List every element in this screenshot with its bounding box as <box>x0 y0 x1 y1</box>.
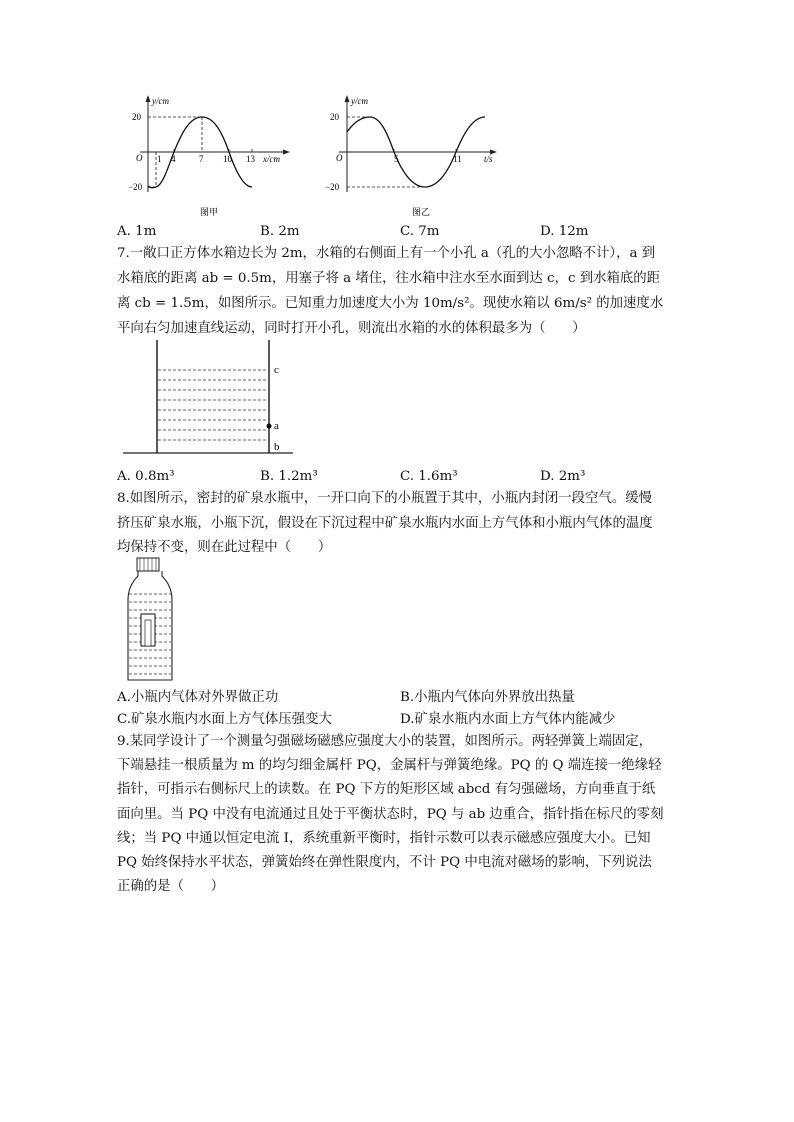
q7-option-c[interactable]: C. 1.6m³ <box>400 469 458 484</box>
q8-text-line-1: 8.如图所示，密封的矿泉水瓶中，一开口向下的小瓶置于其中，小瓶内封闭一段空气。缓慢 <box>117 491 653 506</box>
q8-option-a[interactable]: A.小瓶内气体对外界做正功 <box>117 690 279 705</box>
q7-text-line-4: 平向右匀加速直线运动，同时打开小孔，则流出水箱的水的体积最多为（ ） <box>117 321 586 336</box>
origin-label: O <box>136 153 143 163</box>
x-tick-13: 13 <box>246 154 255 164</box>
x-tick-11: 11 <box>453 154 462 164</box>
q7-option-d[interactable]: D. 2m³ <box>540 469 586 484</box>
y-tick-top: 20 <box>330 112 339 122</box>
water-tank-figure <box>118 338 298 456</box>
label-c: c <box>274 364 279 376</box>
q9-text-line-3: 指针，可指示右侧标尺上的读数。在 PQ 下方的矩形区域 abcd 有匀强磁场，方向垂直于纸 <box>117 782 656 797</box>
wave-graph-a <box>130 92 300 222</box>
x-tick-4: 4 <box>171 154 176 164</box>
x-tick-10: 10 <box>223 154 232 164</box>
q9-text-line-5: 线；当 PQ 中通以恒定电流 I，系统重新平衡时，指针示数可以表示磁感应强度大小。已知 <box>117 831 651 846</box>
q9-text-line-7: 正确的是（ ） <box>117 879 225 894</box>
q6-option-d[interactable]: D. 12m <box>540 224 589 239</box>
origin-label: O <box>336 153 343 163</box>
q8-text-line-2: 挤压矿泉水瓶，小瓶下沉，假设在下沉过程中矿泉水瓶内水面上方气体和小瓶内气体的温度 <box>117 516 653 531</box>
q9-text-line-4: 面向里。当 PQ 中没有电流通过且处于平衡状态时，PQ 与 ab 边重合，指针指在标尺的零刻 <box>117 807 664 822</box>
y-axis-label: y/cm <box>351 96 368 106</box>
x-tick-5: 5 <box>394 154 399 164</box>
q9-text-line-6: PQ 始终保持水平状态，弹簧始终在弹性限度内，不计 PQ 中电流对磁场的影响，下列说法 <box>117 855 652 870</box>
q7-option-a[interactable]: A. 0.8m³ <box>117 469 175 484</box>
y-tick-top: 20 <box>132 112 141 122</box>
q6-option-b[interactable]: B. 2m <box>260 224 300 239</box>
q7-text-line-1: 7.一敞口正方体水箱边长为 2m，水箱的右侧面上有一个小孔 a（孔的大小忽略不计），a 到 <box>117 246 656 261</box>
q8-option-c[interactable]: C.矿泉水瓶内水面上方气体压强变大 <box>117 712 332 727</box>
y-axis-label: y/cm <box>152 96 169 106</box>
q7-text-line-2: 水箱底的距离 ab = 0.5m，用塞子将 a 堵住，往水箱中注水至水面到达 c，c 到水箱底的距 <box>117 271 661 286</box>
graph-caption: 图甲 <box>200 207 219 217</box>
wave-graph-b <box>322 92 507 222</box>
label-a: a <box>274 420 279 432</box>
q6-option-a[interactable]: A. 1m <box>117 224 157 239</box>
q8-option-b[interactable]: B.小瓶内气体向外界放出热量 <box>400 690 575 705</box>
x-axis-label: t/s <box>484 154 493 164</box>
q9-text-line-2: 下端悬挂一根质量为 m 的均匀细金属杆 PQ，金属杆与弹簧绝缘。PQ 的 Q 端连接一绝缘轻 <box>117 758 662 773</box>
x-tick-1: 1 <box>157 154 162 164</box>
x-tick-7: 7 <box>199 154 204 164</box>
graph-caption: 图乙 <box>412 207 431 217</box>
q7-text-line-3: 离 cb = 1.5m，如图所示。已知重力加速度大小为 10m/s²。现使水箱以 6m/s² 的加速度水 <box>117 296 664 311</box>
q8-option-d[interactable]: D.矿泉水瓶内水面上方气体内能减少 <box>400 712 616 727</box>
q9-text-line-1: 9.某同学设计了一个测量匀强磁场磁感应强度大小的装置，如图所示。两轻弹簧上端固定， <box>117 734 653 749</box>
y-tick-bottom: −20 <box>128 182 143 192</box>
q7-option-b[interactable]: B. 1.2m³ <box>260 469 318 484</box>
y-tick-bottom: −20 <box>325 182 340 192</box>
q6-option-c[interactable]: C. 7m <box>400 224 440 239</box>
q8-text-line-3: 均保持不变，则在此过程中（ ） <box>117 540 332 555</box>
bottle-figure <box>124 556 184 686</box>
label-b: b <box>274 441 280 453</box>
x-axis-label: x/cm <box>263 154 280 164</box>
